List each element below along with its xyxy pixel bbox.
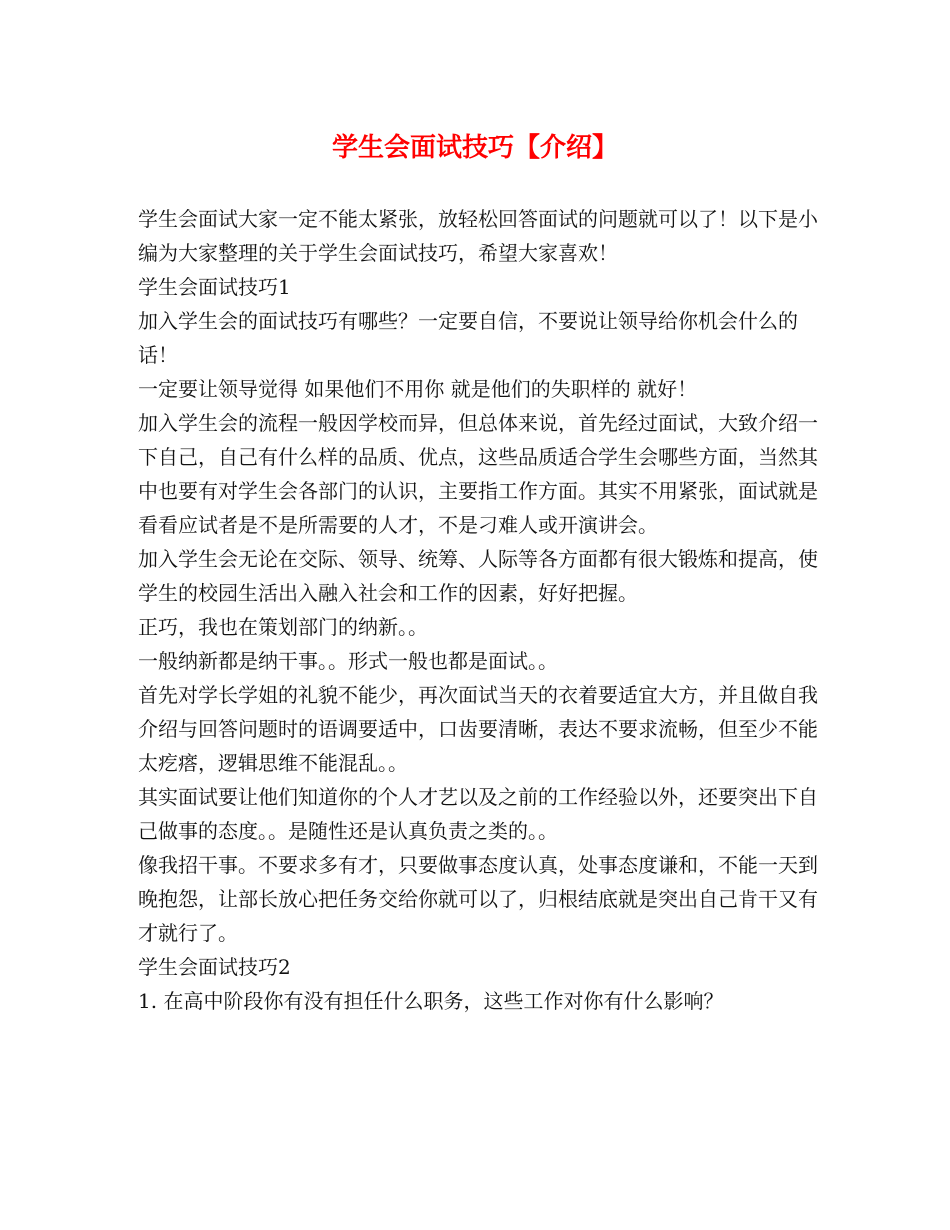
- paragraph: 正巧，我也在策划部门的纳新。。: [138, 615, 428, 639]
- paragraph: 加入学生会的流程一般因学校而异，但总体来说，首先经过面试，大致介绍一下自己，自己有什么样的品质、优点，这些品质适合学生会哪些方面，当然其中也要有对学生会各部门的认识，主要指工作方面。其实不用紧张，面试就是看看应试者是不是所需要的人才，不是刁难人或开演讲会。: [138, 411, 818, 537]
- numbered-question: 1. 在高中阶段你有没有担任什么职务，这些工作对你有什么影响？: [138, 989, 724, 1013]
- paragraph: 其实面试要让他们知道你的个人才艺以及之前的工作经验以外，还要突出下自己做事的态度。。是随性还是认真负责之类的。。: [138, 785, 818, 843]
- document-body: [138, 202, 828, 1018]
- section-heading: 学生会面试技巧2: [138, 955, 291, 979]
- document-title: 学生会面试技巧【介绍】: [331, 133, 618, 163]
- paragraph: 学生会面试大家一定不能太紧张，放轻松回答面试的问题就可以了！以下是小编为大家整理的关于学生会面试技巧，希望大家喜欢！: [138, 207, 818, 265]
- paragraph: 一定要让领导觉得 如果他们不用你 就是他们的失职样的 就好！: [138, 377, 698, 401]
- paragraph: 加入学生会无论在交际、领导、统筹、人际等各方面都有很大锻炼和提高，使学生的校园生活出入融入社会和工作的因素，好好把握。: [138, 547, 818, 605]
- paragraph: 像我招干事。不要求多有才，只要做事态度认真，处事态度谦和，不能一天到晚抱怨，让部长放心把任务交给你就可以了，归根结底就是突出自己肯干又有才就行了。: [138, 853, 818, 945]
- paragraph: 一般纳新都是纳干事。。形式一般也都是面试。。: [138, 649, 558, 673]
- section-heading: 学生会面试技巧1: [138, 275, 291, 299]
- paragraph: 加入学生会的面试技巧有哪些？一定要自信，不要说让领导给你机会什么的话！: [138, 309, 798, 367]
- paragraph: 首先对学长学姐的礼貌不能少，再次面试当天的衣着要适宜大方，并且做自我介绍与回答问题时的语调要适中，口齿要清晰，表达不要求流畅，但至少不能太疙瘩，逻辑思维不能混乱。。: [138, 683, 818, 775]
